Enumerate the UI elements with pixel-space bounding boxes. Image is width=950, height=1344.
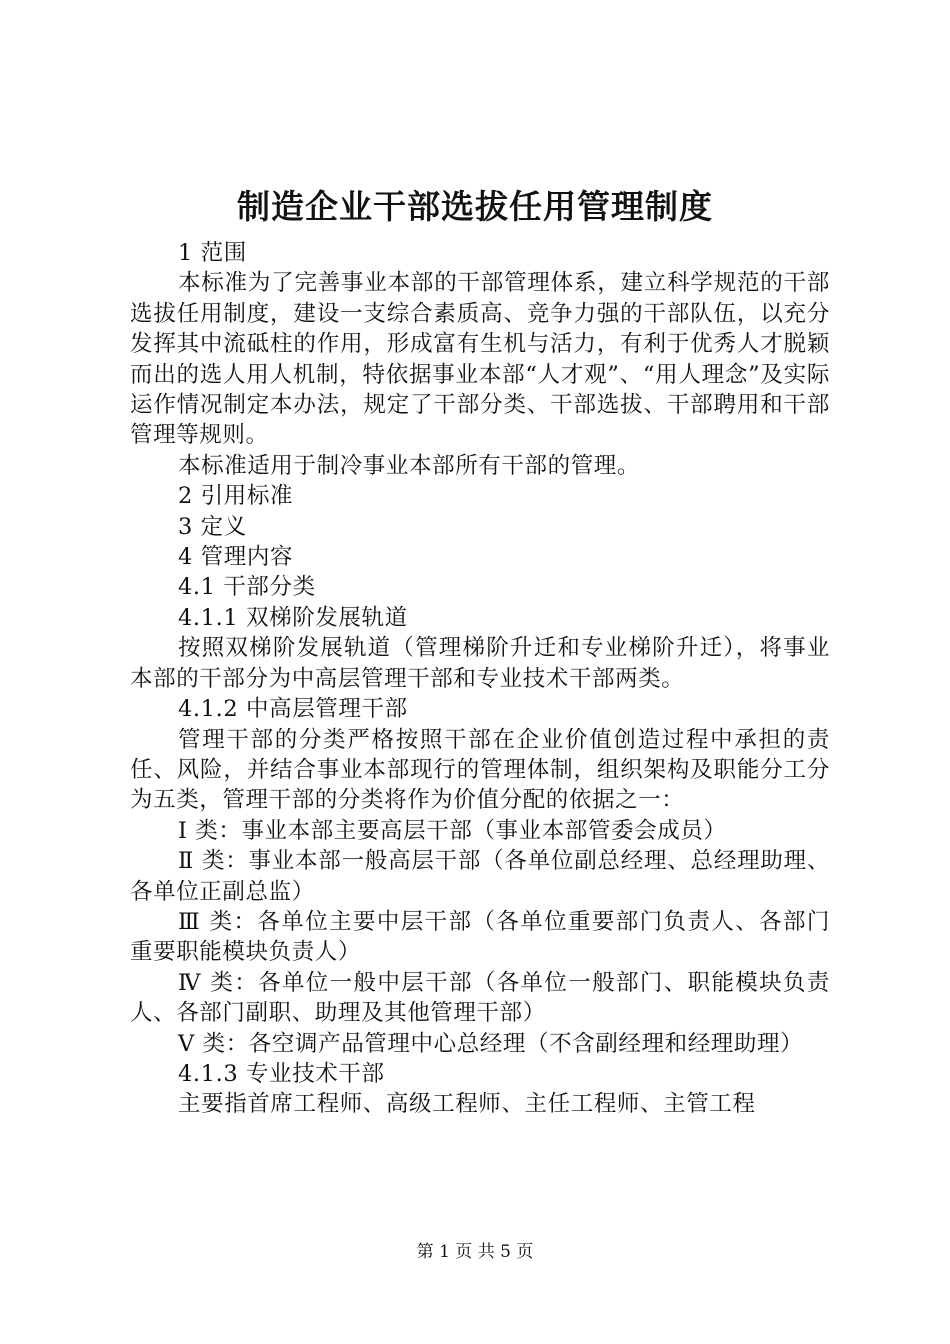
list-item-class-2: Ⅱ 类：事业本部一般高层干部（各单位副总经理、总经理助理、各单位正副总监） — [130, 848, 830, 905]
subsection-heading-management-cadres: 4.1.2 中高层管理干部 — [178, 696, 408, 723]
list-item-class-3: Ⅲ 类：各单位主要中层干部（各单位重要部门负责人、各部门重要职能模块负责人） — [130, 908, 830, 966]
section-heading-scope: 1 范围 — [178, 240, 247, 266]
subsection-heading-technical-cadres: 4.1.3 专业技术干部 — [178, 1060, 385, 1087]
document-title: 制造企业干部选拔任用管理制度 — [237, 187, 713, 226]
subsection-heading-classification: 4.1 干部分类 — [178, 574, 316, 601]
document-body — [130, 238, 830, 1120]
list-item-class-1: Ⅰ 类：事业本部主要高层干部（事业本部管委会成员） — [178, 817, 727, 844]
paragraph-dual-ladder: 按照双梯阶发展轨道（管理梯阶升迁和专业梯阶升迁），将事业本部的干部分为中高层管理干部和专业技术干部两类。 — [130, 635, 830, 692]
paragraph-purpose: 本标准为了完善事业本部的干部管理体系，建立科学规范的干部选拔任用制度，建设一支综合素质高、竞争力强的干部队伍，以充分发挥其中流砥柱的作用，形成富有生机与活力，有利于优秀人才脱颖而出的选人用人机制，特依据事业本部“人才观”、“用人理念”及实际运作情况制定本办法，规定了干部分类、干部选拔、干部聘用和干部管理等规则。 — [130, 270, 830, 449]
section-heading-management: 4 管理内容 — [178, 544, 294, 571]
section-heading-definitions: 3 定义 — [178, 513, 247, 540]
paragraph-applicability: 本标准适用于制冷事业本部所有干部的管理。 — [178, 452, 641, 479]
page-footer: 第 1 页 共 5 页 — [416, 1242, 534, 1262]
list-item-class-5: Ⅴ 类：各空调产品管理中心总经理（不含副经理和经理助理） — [178, 1030, 804, 1057]
subsection-heading-dual-ladder: 4.1.1 双梯阶发展轨道 — [178, 604, 408, 631]
section-heading-references: 2 引用标准 — [178, 483, 294, 510]
paragraph-management-cadres: 管理干部的分类严格按照干部在企业价值创造过程中承担的责任、风险，并结合事业本部现行的管理体制，组织架构及职能分工分为五类，管理干部的分类将作为价值分配的依据之一： — [130, 726, 830, 814]
list-item-class-4: Ⅳ 类：各单位一般中层干部（各单位一般部门、职能模块负责人、各部门副职、助理及其他管理干部） — [130, 969, 830, 1027]
paragraph-technical-cadres: 主要指首席工程师、高级工程师、主任工程师、主管工程 — [178, 1091, 756, 1118]
